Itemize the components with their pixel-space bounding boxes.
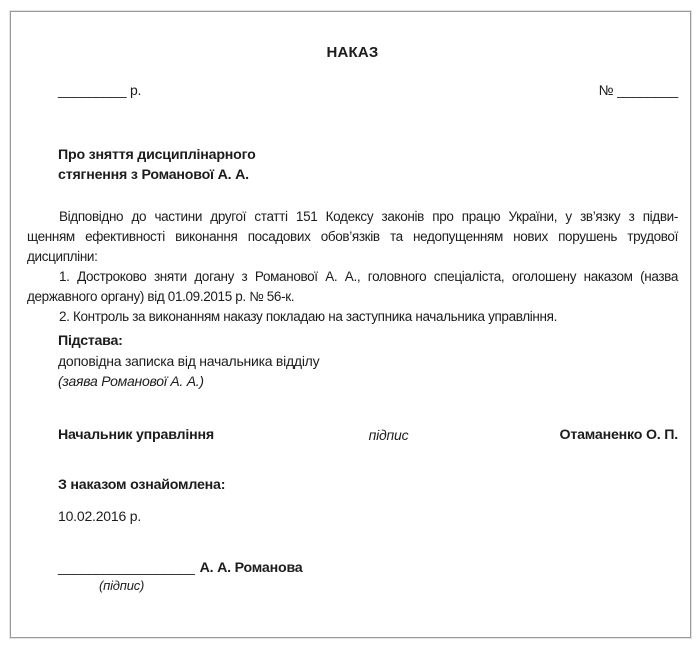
preamble-line: Відповідно до частини другої статті 151 Кодексу законів про працю України, у зв’язку з підви-	[59, 209, 678, 224]
signer-name: Отаманенко О. П.	[559, 427, 678, 443]
order-subject	[58, 145, 678, 185]
date-blank-underscores: _________	[58, 82, 127, 98]
signature-row	[27, 425, 678, 445]
order-number-line	[598, 80, 678, 100]
document-title: НАКАЗ	[326, 44, 379, 61]
basis-section	[58, 331, 678, 391]
order-body	[27, 207, 678, 327]
signature-blank-underscores: __________________	[58, 559, 195, 575]
date-suffix: р.	[126, 82, 142, 98]
basis-label: Підстава:	[58, 333, 123, 349]
order-item-1-line: державного органу) від 01.09.2015 р. № 56-к.	[27, 289, 295, 304]
basis-document: доповідна записка від начальника відділу	[58, 353, 320, 369]
number-sign: №	[598, 82, 614, 98]
preamble-line: дисципліни:	[27, 249, 98, 264]
order-item-1-line: 1. Достроково зняти догану з Романової А. А., головного спеціаліста, оголошену наказом (назва	[59, 269, 678, 284]
date-blank-line	[58, 80, 141, 100]
subject-line: Про зняття дисциплінарного	[58, 147, 256, 163]
date-number-row	[27, 80, 678, 100]
subject-line: стягнення з Романової А. А.	[58, 167, 249, 183]
signature-placeholder: підпис	[368, 427, 409, 443]
basis-note: (заява Романової А. А.)	[58, 373, 204, 389]
order-item-2: 2. Контроль за виконанням наказу покладаю на заступника начальника управління.	[59, 309, 558, 324]
preamble-line: щенням ефективності виконання посадових обов’язків та недопущенням нових порушень трудової	[27, 229, 678, 244]
number-blank-underscores: ________	[617, 82, 678, 98]
signer-position: Начальник управління	[58, 427, 214, 443]
order-document	[10, 11, 691, 638]
signature-caption: (підпис)	[99, 578, 145, 593]
acknowledgement-signature-line	[58, 557, 678, 578]
acknowledgement-date: 10.02.2016 р.	[58, 508, 142, 524]
acknowledger-name: А. А. Романова	[199, 560, 303, 576]
acknowledgement-label: З наказом ознайомлена:	[58, 477, 226, 493]
